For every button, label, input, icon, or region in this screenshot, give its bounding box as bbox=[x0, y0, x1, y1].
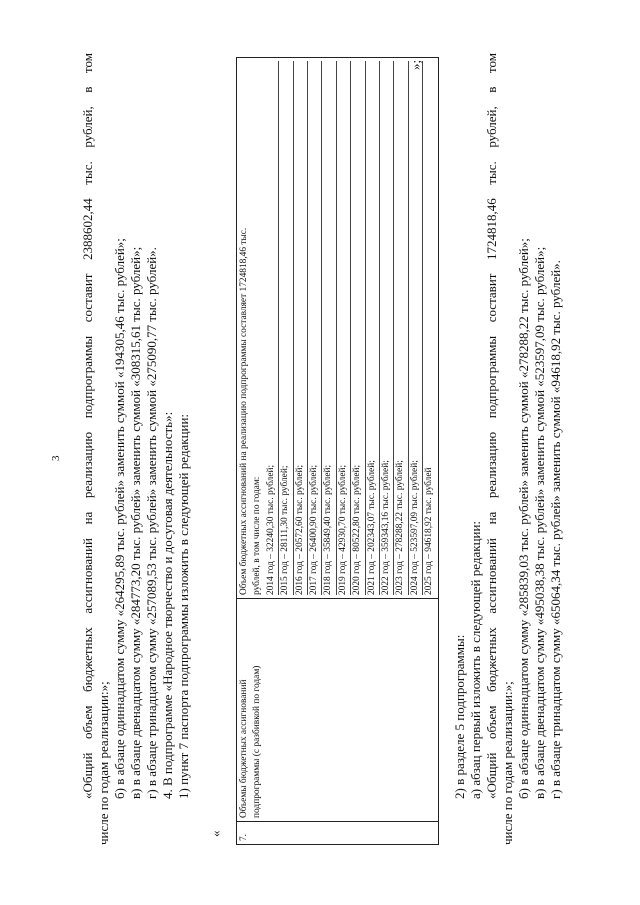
page-number: 3 bbox=[50, 455, 62, 461]
paragraph-line: в) в абзаце двенадцатом сумму «284773,20 тыс. рублей» заменить суммой «308315,61 тыс. рублей»; bbox=[128, 246, 143, 799]
paragraph-line: 1) пункт 7 паспорта подпрограммы изложить в следующей редакции: bbox=[176, 413, 191, 799]
year-amount-line: 2025 год – 94618,92 тыс. рублей bbox=[424, 467, 435, 595]
paragraph-line: 4. В подпрограмме «Народное творчество и досуговая деятельность»: bbox=[160, 411, 175, 799]
total-line: Объем бюджетных ассигнований на реализацию подпрограммы составляет 1724818,46 тыс. bbox=[239, 227, 249, 595]
open-quote: « bbox=[208, 830, 223, 837]
paragraph-line: г) в абзаце тринадцатом сумму «65064,34 тыс. рублей» заменить суммой «94618,92 тыс. рублей». bbox=[548, 260, 563, 799]
total-line: рублей, в том числе по годам: bbox=[252, 476, 263, 595]
year-amount-line: 2014 год – 32240,30 тыс. рублей; bbox=[265, 61, 279, 595]
row-label bbox=[237, 599, 439, 822]
year-amount-line: 2024 год – 523597,09 тыс. рублей; bbox=[409, 61, 423, 595]
paragraph-line: г) в абзаце тринадцатом сумму «257089,53 тыс. рублей» заменить суммой «275090,77 тыс. рублей». bbox=[144, 247, 159, 799]
paragraph-line: «Общий объем бюджетных ассигнований на реализацию подпрограммы составит 1724818,46 тыс. рублей, в том bbox=[484, 53, 499, 799]
row-label-line: Объемы бюджетных ассигнований bbox=[239, 679, 249, 818]
year-amount-line: 2021 год – 202343,07 тыс. рублей; bbox=[366, 61, 380, 595]
passport-table bbox=[236, 57, 439, 845]
paragraph-line: а) абзац первый изложить в следующей редакции: bbox=[468, 520, 483, 799]
paragraph-line: в) в абзаце двенадцатом сумму «495038,38 тыс. рублей» заменить суммой «523597,09 тыс. рублей»; bbox=[532, 246, 547, 799]
paragraph-line: числе по годам реализации:»; bbox=[500, 681, 515, 845]
year-amount-line: 2018 год – 35849,40 тыс. рублей; bbox=[322, 61, 336, 595]
paragraph-line: б) в абзаце одиннадцатом сумму «264295,89 тыс. рублей» заменить суммой «194305,46 тыс. рублей»; bbox=[112, 238, 127, 799]
year-amount-line: 2023 год – 278288,22 тыс. рублей; bbox=[394, 61, 408, 595]
row-label-line: подпрограммы (с разбивкой по годам) bbox=[252, 665, 263, 818]
paragraph-line: б) в абзаце одиннадцатом сумму «285839,03 тыс. рублей» заменить суммой «278288,22 тыс. рублей»; bbox=[516, 238, 531, 799]
year-amount-line: 2020 год – 80522,80 тыс. рублей; bbox=[351, 61, 365, 595]
year-amount-line: 2022 год – 359343,16 тыс. рублей; bbox=[380, 61, 394, 595]
row-number: 7. bbox=[237, 822, 439, 845]
paragraph-line: «Общий объем бюджетных ассигнований на реализацию подпрограммы составит 2388602,44 тыс. рублей, в том bbox=[80, 53, 95, 799]
paragraph-line: 2) в разделе 5 подпрограммы: bbox=[452, 634, 467, 799]
year-amount-line: 2015 год – 28111,30 тыс. рублей; bbox=[279, 61, 293, 595]
year-amount-line: 2016 год – 20572,60 тыс. рублей; bbox=[294, 61, 308, 595]
year-amount-line: 2019 год – 42930,70 тыс. рублей; bbox=[337, 61, 351, 595]
year-list bbox=[265, 61, 437, 595]
paragraph-line: числе по годам реализации:»; bbox=[96, 681, 111, 845]
table-row bbox=[237, 58, 439, 845]
close-quote: »; bbox=[408, 59, 423, 70]
row-value bbox=[237, 58, 439, 599]
year-amount-line: 2017 год – 26400,90 тыс. рублей; bbox=[308, 61, 322, 595]
